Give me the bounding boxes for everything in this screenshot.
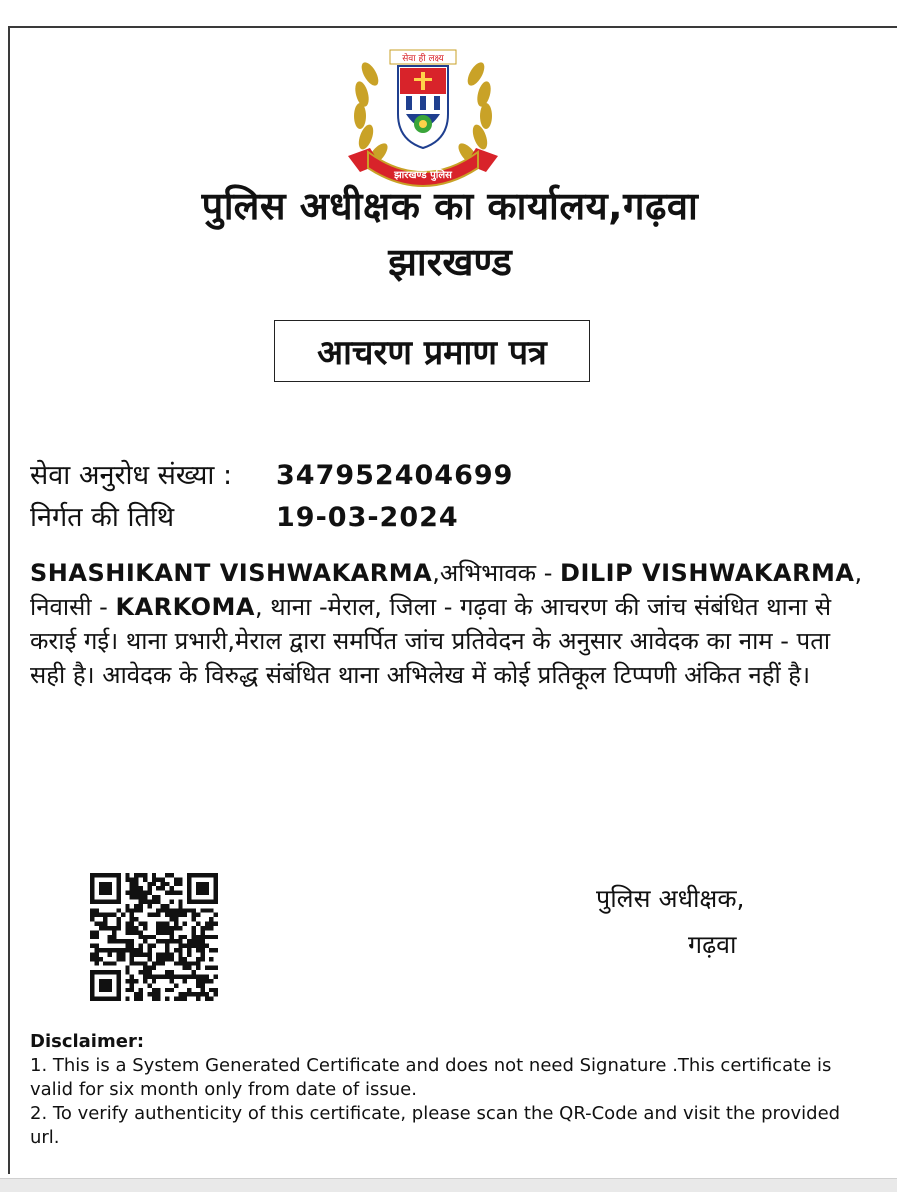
resident-label: , निवासी - [30,559,863,621]
certificate-title-box [274,320,590,382]
village-name: KARKOMA [115,593,255,621]
disclaimer-point-2: 2. To verify authenticity of this certificate, please scan the QR-Code and visit the provided url. [30,1103,841,1148]
request-number-row [30,458,513,494]
issue-date-row [30,500,459,536]
certificate-body [30,556,866,692]
disclaimer-title: Disclaimer: [30,1031,145,1052]
certificate-title: आचरण प्रमाण पत्र [317,333,547,373]
request-number-value: 347952404699 [276,460,514,491]
disclaimer-point-1: 1. This is a System Generated Certificate and does not need Signature .This certificate is valid for six month only from date of issue. [30,1055,832,1100]
office-state: झारखण्ड [388,240,512,284]
request-number-label: सेवा अनुरोध संख्या : [30,460,233,491]
issue-date-label: निर्गत की तिथि [30,502,175,533]
office-title: पुलिस अधीक्षक का कार्यालय,गढ़वा [201,184,699,228]
issue-date-value: 19-03-2024 [276,502,459,533]
signatory-designation: पुलिस अधीक्षक, [596,884,745,913]
guardian-label: ,अभिभावक - [432,559,561,587]
verification-qr-code[interactable] [90,873,218,1001]
guardian-name: DILIP VISHWAKARMA [560,559,855,587]
logo-motto-text: सेवा ही लक्ष्य [402,54,444,64]
logo-ribbon-text: झारखण्ड पुलिस [394,170,452,181]
jharkhand-police-emblem-logo [340,44,506,194]
certificate-statement: , थाना -मेराल, जिला - गढ़वा के आचरण की जांच संबंधित थाना से कराई गई। थाना प्रभारी,मेराल द्वारा समर्पित जांच प्रतिवेदन के अनुसार आवेदक का नाम - पता सही है। आवेदक के विरुद्ध संबंधित थाना अभिलेख में कोई प्रतिकूल टिप्पणी अंकित नहीं है। [30,593,832,689]
page-bottom-edge [0,1178,897,1192]
applicant-name: SHASHIKANT VISHWAKARMA [30,559,433,587]
signatory-city: गढ़वा [688,930,737,959]
disclaimer-block [30,1030,860,1150]
signatory-block [596,876,745,968]
